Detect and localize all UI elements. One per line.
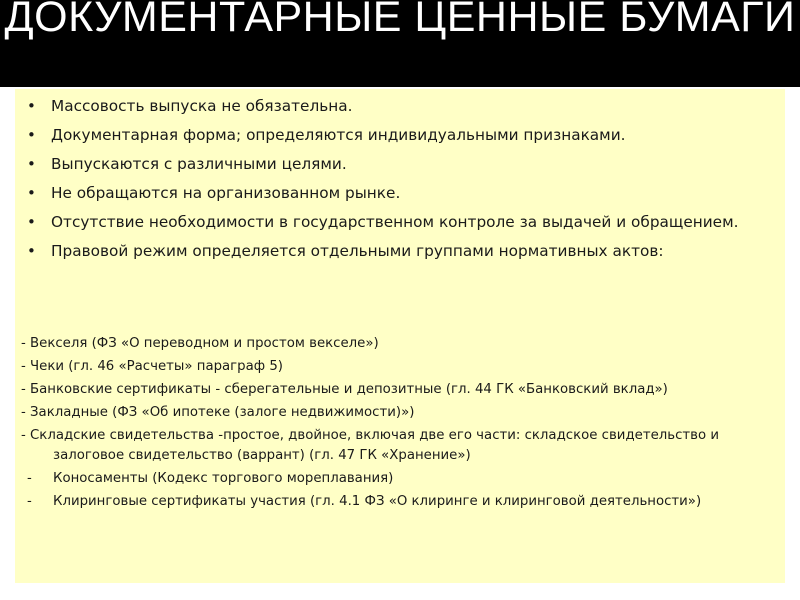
bullet-item bbox=[15, 123, 785, 147]
title-bar bbox=[0, 0, 800, 87]
act-item: - Векселя (ФЗ «О переводном и простом векселе») bbox=[21, 336, 379, 351]
bullet-text: Правовой режим определяется отдельными группами нормативных актов: bbox=[51, 242, 664, 260]
act-item: - Чеки (гл. 46 «Расчеты» параграф 5) bbox=[21, 359, 283, 374]
bullet-icon: • bbox=[27, 97, 36, 115]
bullet-list bbox=[15, 94, 785, 268]
bullet-icon: • bbox=[27, 184, 36, 202]
act-text: Клиринговые сертификаты участия (гл. 4.1 ФЗ «О клиринге и клиринговой деятельности») bbox=[53, 494, 702, 509]
bullet-icon: • bbox=[27, 155, 36, 173]
bullet-item bbox=[15, 181, 785, 205]
bullet-icon: • bbox=[27, 213, 36, 231]
act-item: - Складские свидетельства -простое, двойное, включая две его части: складское свидетельство и залоговое свидетельство (варрант) (гл. 47 ГК «Хранение») bbox=[21, 428, 719, 463]
slide-title: ДОКУМЕНТАРНЫЕ ЦЕННЫЕ БУМАГИ bbox=[4, 0, 796, 41]
bullet-item bbox=[15, 94, 785, 118]
dash-icon: - bbox=[27, 471, 32, 486]
bullet-icon: • bbox=[27, 126, 36, 144]
bullet-text: Не обращаются на организованном рынке. bbox=[51, 184, 401, 202]
act-item bbox=[15, 469, 785, 489]
act-item bbox=[15, 492, 785, 512]
bullet-icon: • bbox=[27, 242, 36, 260]
normative-acts-list bbox=[15, 334, 785, 515]
bullet-item bbox=[15, 210, 785, 234]
dash-icon: - bbox=[27, 494, 32, 509]
content-panel bbox=[15, 89, 785, 583]
bullet-item bbox=[15, 239, 785, 263]
act-item: - Банковские сертификаты - сберегательные и депозитные (гл. 44 ГК «Банковский вклад») bbox=[21, 382, 668, 397]
bullet-text: Массовость выпуска не обязательна. bbox=[51, 97, 353, 115]
bullet-item bbox=[15, 152, 785, 176]
act-text: Коносаменты (Кодекс торгового мореплавания) bbox=[53, 471, 394, 486]
bullet-text: Выпускаются с различными целями. bbox=[51, 155, 347, 173]
bullet-text: Документарная форма; определяются индивидуальными признаками. bbox=[51, 126, 626, 144]
bullet-text: Отсутствие необходимости в государственном контроле за выдачей и обращением. bbox=[51, 213, 739, 231]
act-item: - Закладные (ФЗ «Об ипотеке (залоге недвижимости)») bbox=[21, 405, 415, 420]
